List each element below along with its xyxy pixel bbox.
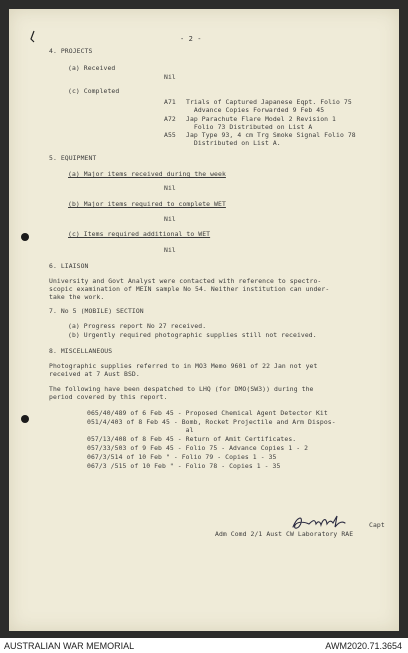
despatch-item: 065/40/489 of 6 Feb 45 - Proposed Chemical Agent Detector Kit <box>87 409 328 417</box>
despatch-item: al <box>87 426 194 434</box>
equipment-b-value: Nil <box>164 215 176 223</box>
despatch-item: 057/33/503 of 9 Feb 45 - Folio 75 - Advance Copies 1 - 2 <box>87 444 309 452</box>
project-text: Jap Type 93, 4 cm Trg Smoke Signal Folio 78 Distributed on List A. <box>186 131 356 147</box>
misc-paragraph-1: Photographic supplies referred to in MO3 Memo 9601 of 22 Jan not yet received at 7 Aust BSD. <box>49 362 318 378</box>
punch-hole <box>21 233 29 241</box>
project-text: Jap Parachute Flare Model 2 Revision 1 Folio 73 Distributed on List A <box>186 115 337 131</box>
equipment-b-label: (b) Major items required to complete WET <box>68 200 226 208</box>
equipment-a-label: (a) Major items received during the week <box>68 170 226 178</box>
section-4-heading: 4. PROJECTS <box>49 47 93 55</box>
equipment-c-label: (c) Items required additional to WET <box>68 230 211 238</box>
received-value: Nil <box>164 73 176 81</box>
archive-footer <box>0 638 408 653</box>
despatch-item: 067/3/514 of 10 Feb " - Folio 79 - Copies 1 - 35 <box>87 453 277 461</box>
page-number: - 2 - <box>180 35 202 43</box>
archive-reference: AWM2020.71.3654 <box>325 641 402 651</box>
despatch-item: 057/13/408 of 8 Feb 45 - Return of Amit Certificates. <box>87 435 297 443</box>
document-page <box>9 9 399 631</box>
section-8-heading: 8. MISCELLANEOUS <box>49 347 113 355</box>
section-7-item-b: (b) Urgently required photographic supplies still not received. <box>68 331 317 339</box>
project-code: A71 <box>164 98 176 106</box>
project-code: A55 <box>164 131 176 139</box>
section-5-heading: 5. EQUIPMENT <box>49 154 97 162</box>
equipment-a-value: Nil <box>164 184 176 192</box>
signatory-unit: Adm Comd 2/1 Aust CW Laboratory RAE <box>215 530 354 538</box>
archive-name: AUSTRALIAN WAR MEMORIAL <box>4 641 135 651</box>
despatch-item: 051/4/403 of 8 Feb 45 - Bomb, Rocket Projectile and Arm Dispos- <box>87 418 336 426</box>
equipment-c-value: Nil <box>164 246 176 254</box>
project-text: Trials of Captured Japanese Eqpt. Folio 75 Advance Copies Forwarded 9 Feb 45 <box>186 98 352 114</box>
section-7-heading: 7. No 5 (MOBILE) SECTION <box>49 307 144 315</box>
ink-mark <box>28 30 38 44</box>
signatory-rank: Capt <box>369 521 385 529</box>
project-code: A72 <box>164 115 176 123</box>
liaison-body: University and Govt Analyst were contacted with reference to spectro- scopic examination of MEIN sample No 54. Neither institution can under- take the work. <box>49 277 330 301</box>
section-7-item-a: (a) Progress report No 27 received. <box>68 322 207 330</box>
misc-paragraph-2: The following have been despatched to LHQ (for DMO(SW3)) during the period covered by this report. <box>49 385 314 401</box>
completed-label: (c) Completed <box>68 87 120 95</box>
despatch-item: 067/3 /515 of 10 Feb " - Folio 78 - Copies 1 - 35 <box>87 462 281 470</box>
punch-hole <box>21 415 29 423</box>
section-6-heading: 6. LIAISON <box>49 262 89 270</box>
received-label: (a) Received <box>68 64 116 72</box>
